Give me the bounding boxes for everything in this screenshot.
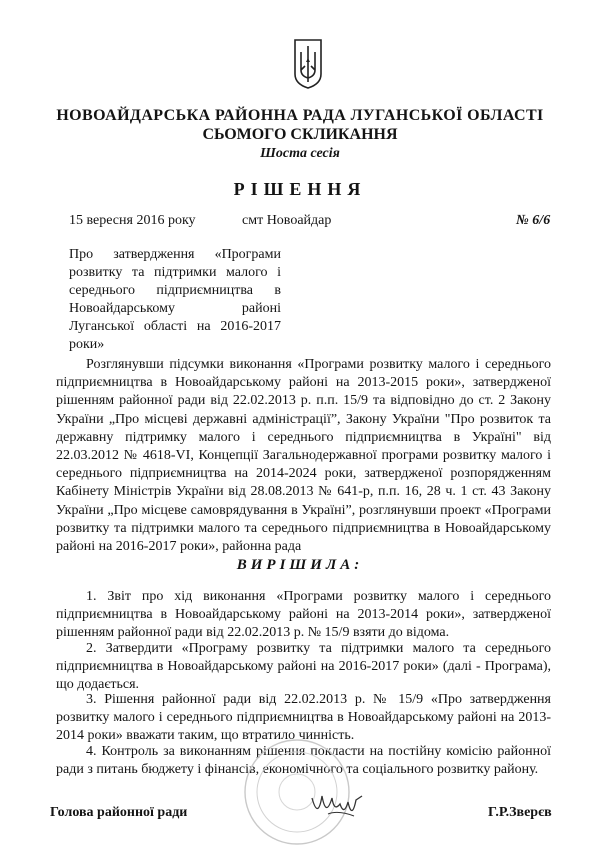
trident-icon [292, 38, 324, 90]
preamble-paragraph: Розглянувши підсумки виконання «Програми розвитку малого і середнього підприємництва в Новоайдарському районі на 2013-2015 роки», затвердженої рішенням районної ради від 22.02.2013 р. п.п. 15/9 та відповідно до ст. 2 Закону України „Про місцеві державні адміністрації”, Закону України "Про розвиток та державну підтримку малого і середнього підприємництва в Україні" від 22.03.2012 № 4618-VI, Концепції Загальнодержавної програми розвитку малого і середнього підприємництва на 2014-2024 роки, затвердженої розпорядженням Кабінету Міністрів України від 28.08.2013 № 641-р, п.п. 16, 28 ч. 1 ст. 43 Закону України „Про місцеве самоврядування в Україні”, розглянувши проект «Програми розвитку та підтримки малого та середнього підприємництва в Новоайдарському районі на 2016-2017 роки», районна рада [56, 357, 551, 555]
decision-item-4: 4. Контроль за виконанням рішення покласти на постійну комісію районної ради з питань бюджету і фінансів, економічного та соціального розвитку району. [56, 744, 551, 778]
signatory-name: Г.Р.Зверєв [488, 805, 552, 820]
decision-number: № 6/6 [516, 213, 551, 228]
decision-item-3: 3. Рішення районної ради від 22.02.2013 р. № 15/9 «Про затвердження розвитку малого і середнього підприємництва в Новоайдарському районі на 2013-2014 роки» вважати таким, що втратило чинність. [56, 692, 551, 744]
decision-item-2: 2. Затвердити «Програму розвитку та підтримки малого та середнього підприємництва в Новоайдарському районі на 2016-2017 роки» (далі - Програма), що додається. [56, 641, 551, 693]
session-title: Шоста сесія [260, 146, 340, 161]
handwritten-signature [308, 790, 366, 824]
decision-date: 15 вересня 2016 року [69, 213, 196, 228]
council-name: НОВОАЙДАРСЬКА РАЙОННА РАДА ЛУГАНСЬКОЇ ОБЛАСТІ [56, 107, 544, 124]
signatory-title: Голова районної ради [50, 805, 188, 820]
decision-item-1: 1. Звіт про хід виконання «Програми розвитку малого і середнього підприємництва в Новоайдарському районі на 2013-2014 роки», затвердженої рішенням районної ради від 22.02.2013 р. № 15/9 взяти до відома. [56, 589, 551, 641]
decision-place: смт Новоайдар [242, 213, 332, 228]
convocation: СЬОМОГО СКЛИКАННЯ [202, 126, 398, 143]
decided-heading: ВИРІШИЛА: [236, 557, 364, 573]
decision-subject: Про затвердження «Програми розвитку та підтримки малого і середнього підприємництва в Новоайдарському районі Луганської області на 2016-2017 роки» [69, 247, 281, 352]
document-type: РІШЕННЯ [233, 179, 367, 199]
